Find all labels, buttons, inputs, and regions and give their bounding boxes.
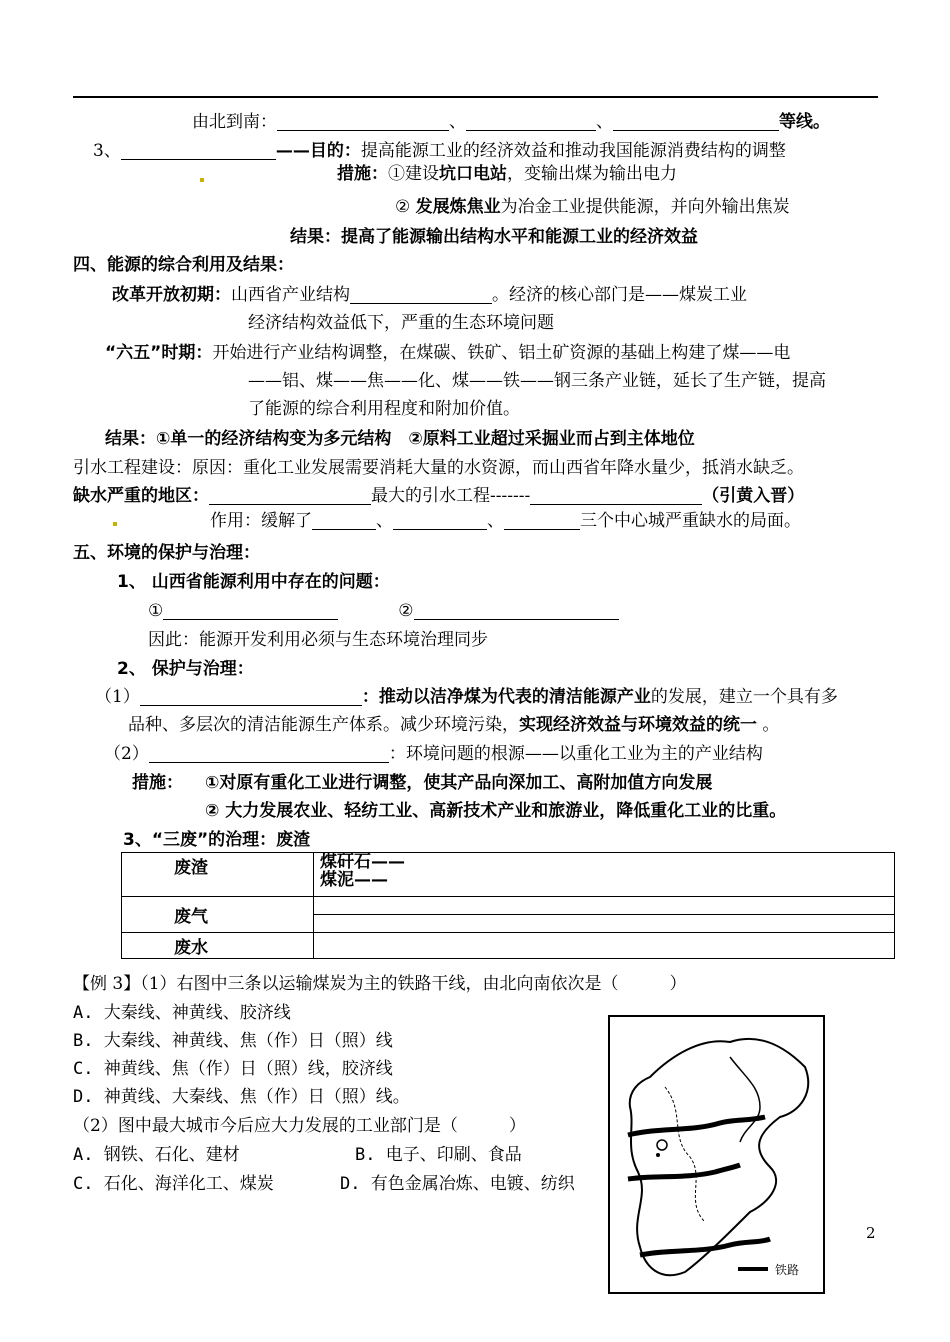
railway-north — [628, 1117, 765, 1135]
line-reform: 改革开放初期：山西省产业结构 。经济的核心部门是——煤炭工业 — [112, 285, 747, 305]
waste-gas-cell-1 — [314, 897, 895, 915]
city-marker — [657, 1140, 667, 1150]
result-1: 结果：提高了能源输出结构水平和能源工业的经济效益 — [290, 227, 698, 247]
example-q2-option-b: B. 电子、印刷、食品 — [355, 1145, 522, 1165]
railway-south — [640, 1239, 770, 1255]
example-q2-option-c: C. 石化、海洋化工、煤炭 — [73, 1174, 274, 1194]
example-option-b: B. 大秦线、神黄线、焦（作）日（照）线 — [73, 1031, 393, 1051]
waste-table — [121, 852, 895, 959]
line-purpose: 3、 ——目的：提高能源工业的经济效益和推动我国能源消费结构的调整 — [93, 141, 786, 161]
legend-railway-label: 铁路 — [775, 1263, 800, 1277]
example-q2: （2）图中最大城市今后应大力发展的工业部门是（ ） — [73, 1116, 526, 1136]
example-option-a: A. 大秦线、神黄线、胶济线 — [73, 1003, 291, 1023]
waste-slag-cell — [314, 853, 895, 897]
railway-middle — [628, 1165, 740, 1179]
railway-map — [608, 1015, 825, 1294]
example-q2-option-d: D. 有色金属冶炼、电镀、纺织 — [340, 1174, 575, 1194]
line-sixfive: “六五”时期：开始进行产业结构调整，在煤碳、铁矿、铝土矿资源的基础上构建了煤——电 — [105, 343, 791, 363]
header-rule — [73, 96, 878, 98]
protect-measures: 措施： ①对原有重化工业进行调整，使其产品向深加工、高附加值方向发展 — [132, 773, 713, 793]
blank — [140, 687, 362, 706]
blank — [149, 744, 389, 763]
line-water-2: 缺水严重的地区： 最大的引水工程------- （引黄入晋） — [73, 486, 805, 506]
waste-water-cell — [314, 933, 895, 959]
region-outline — [630, 1039, 808, 1275]
example-q2-option-a: A. 钢铁、石化、建材 — [73, 1145, 240, 1165]
blank — [277, 112, 449, 131]
problem-conclusion: 因此：能源开发利用必须与生态环境治理同步 — [148, 630, 488, 650]
line-reform-2: 经济结构效益低下，严重的生态环境问题 — [248, 313, 554, 333]
slag-item-slime: 煤泥—— — [320, 870, 388, 890]
province-boundary — [665, 1087, 705, 1222]
blank — [530, 486, 702, 505]
blank — [504, 511, 580, 530]
blank — [414, 601, 619, 620]
waste-label-gas: 废气 — [122, 897, 314, 933]
marker-dot — [113, 522, 117, 526]
blank — [393, 511, 487, 530]
section-5-heading: 五、环境的保护与治理： — [73, 543, 260, 563]
blank — [209, 486, 371, 505]
city-marker — [656, 1153, 660, 1157]
protect-measures-2: ② 大力发展农业、轻纺工业、高新技术产业和旅游业，降低重化工业的比重。 — [205, 801, 787, 821]
page-number: 2 — [866, 1224, 876, 1242]
blank — [350, 285, 492, 304]
line-measures-2: ② 发展炼焦业为冶金工业提供能源，并向外输出焦炭 — [395, 197, 790, 217]
waste-gas-cell-2 — [314, 915, 895, 933]
waste-label-water: 废水 — [122, 933, 314, 959]
line-sixfive-2: ——铝、煤——焦——化、煤——铁——钢三条产业链，延长了生产链，提高 — [248, 371, 826, 391]
line-measures-1: 措施：①建设坑口电站，变输出煤为输出电力 — [337, 164, 677, 184]
blank — [121, 141, 276, 160]
problem-title: 1、 山西省能源利用中存在的问题： — [117, 572, 390, 592]
coastline-inner — [730, 1057, 760, 1142]
blank — [613, 112, 779, 131]
line-water-1: 引水工程建设：原因：重化工业发展需要消耗大量的水资源，而山西省年降水量少，抵消水缺乏。 — [73, 458, 804, 478]
slag-item-gangue: 煤矸石—— — [320, 852, 405, 872]
example-q1: 【例 3】（1）右图中三条以运输煤炭为主的铁路干线，由北向南依次是（ ） — [73, 974, 687, 994]
protect-item-1: （1） ：推动以洁净煤为代表的清洁能源产业的发展，建立一个具有多 — [95, 687, 838, 707]
section-4-heading: 四、能源的综合利用及结果： — [73, 255, 294, 275]
protect-item-1b: 品种、多层次的清洁能源生产体系。减少环境污染，实现经济效益与环境效益的统一 。 — [128, 715, 780, 735]
example-option-c: C. 神黄线、焦（作）日（照）线，胶济线 — [73, 1059, 393, 1079]
blank — [163, 601, 338, 620]
result-2: 结果：①单一的经济结构变为多元结构 ②原料工业超过采掘业而占到主体地位 — [105, 429, 695, 449]
problem-items: ① ② — [148, 600, 619, 622]
railway-map-drawing — [610, 1017, 823, 1292]
line-water-3: 作用：缓解了 、 、 三个中心城严重缺水的局面。 — [210, 511, 801, 531]
line-sixfive-3: 了能源的综合利用程度和附加价值。 — [248, 399, 520, 419]
blank — [466, 112, 596, 131]
marker-dot — [200, 178, 204, 182]
example-option-d: D. 神黄线、大秦线、焦（作）日（照）线。 — [73, 1087, 410, 1107]
protect-title: 2、 保护与治理： — [117, 659, 254, 679]
waste-title: 3、“三废”的治理：废渣 — [123, 830, 311, 850]
blank — [312, 511, 376, 530]
waste-label-slag: 废渣 — [122, 853, 314, 897]
line-north-south: 由北到南： 、 、 等线。 — [192, 112, 830, 132]
protect-item-2: （2） ：环境问题的根源——以重化工业为主的产业结构 — [104, 744, 763, 764]
